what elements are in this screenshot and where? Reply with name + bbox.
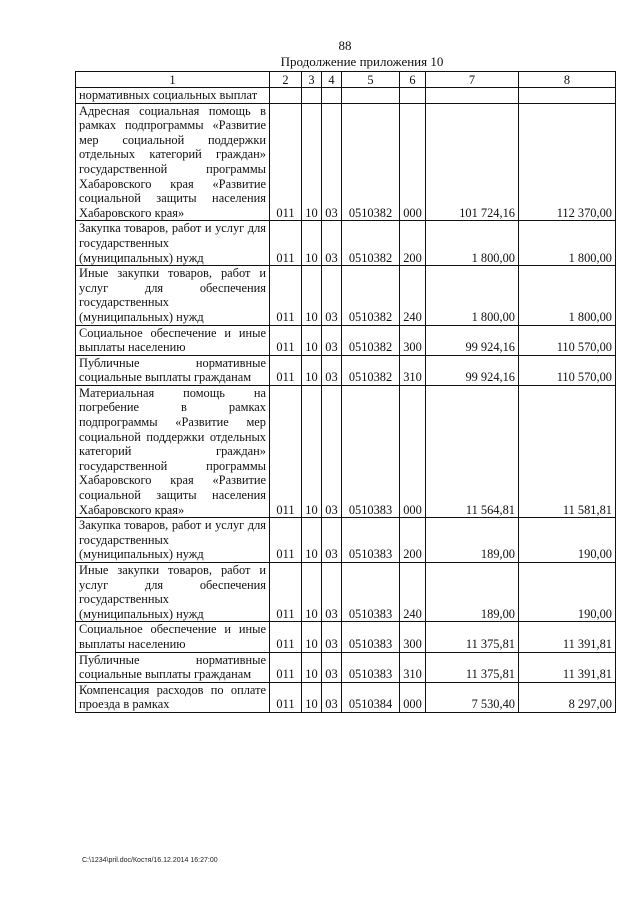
table-row (76, 518, 616, 563)
expense-type-code: 310 (400, 652, 426, 682)
table-row (76, 266, 616, 325)
expense-type-code: 310 (400, 355, 426, 385)
row-description: нормативных социальных выплат (76, 88, 270, 104)
row-description: Иные закупки товаров, работ и услуг для обеспечения государственных (муниципальных) нужд (76, 266, 270, 325)
subsection-code: 03 (322, 385, 342, 517)
target-article-code: 0510383 (342, 518, 400, 563)
table-body (76, 88, 616, 713)
column-header: 7 (426, 72, 519, 88)
amount-year-2: 11 391,81 (519, 652, 616, 682)
row-description: Адресная социальная помощь в рамках подпрограммы «Развитие мер социальной поддержки отдельных категорий граждан» государственной программы Хабаровского края «Развитие социальной защиты населения Хабаровского края» (76, 103, 270, 221)
target-article-code: 0510382 (342, 103, 400, 221)
amount-year-1: 11 375,81 (426, 652, 519, 682)
amount-year-2: 190,00 (519, 518, 616, 563)
target-article-code: 0510383 (342, 385, 400, 517)
table-row (76, 325, 616, 355)
subsection-code: 03 (322, 266, 342, 325)
amount-year-2: 110 570,00 (519, 355, 616, 385)
expense-type-code: 200 (400, 518, 426, 563)
section-code: 10 (302, 221, 322, 266)
section-code: 10 (302, 355, 322, 385)
section-code: 10 (302, 385, 322, 517)
amount-year-1: 11 375,81 (426, 622, 519, 652)
continuation-caption: Продолжение приложения 10 (280, 54, 444, 69)
column-header: 1 (76, 72, 270, 88)
column-header: 2 (270, 72, 302, 88)
target-article-code: 0510382 (342, 266, 400, 325)
expense-type-code: 300 (400, 325, 426, 355)
subsection-code: 03 (322, 652, 342, 682)
column-header: 6 (400, 72, 426, 88)
table-row (76, 221, 616, 266)
amount-year-2: 8 297,00 (519, 682, 616, 712)
expense-type-code: 000 (400, 682, 426, 712)
target-article-code: 0510384 (342, 682, 400, 712)
table-row (76, 355, 616, 385)
ministry-code: 011 (270, 355, 302, 385)
table-header-row (76, 72, 616, 88)
section-code: 10 (302, 563, 322, 622)
ministry-code: 011 (270, 652, 302, 682)
ministry-code: 011 (270, 266, 302, 325)
amount-year-2: 110 570,00 (519, 325, 616, 355)
amount-year-1: 1 800,00 (426, 266, 519, 325)
amount-year-2 (519, 88, 616, 104)
amount-year-1: 99 924,16 (426, 355, 519, 385)
ministry-code: 011 (270, 563, 302, 622)
section-code (302, 88, 322, 104)
row-description: Закупка товаров, работ и услуг для государственных (муниципальных) нужд (76, 221, 270, 266)
row-description: Материальная помощь на погребение в рамках подпрограммы «Развитие мер социальной поддержки отдельных категорий граждан» государственной программы Хабаровского края «Развитие социальной защиты населения Хабаровского края» (76, 385, 270, 517)
table-row (76, 103, 616, 221)
row-description: Иные закупки товаров, работ и услуг для обеспечения государственных (муниципальных) нужд (76, 563, 270, 622)
expense-type-code: 300 (400, 622, 426, 652)
amount-year-1: 1 800,00 (426, 221, 519, 266)
ministry-code (270, 88, 302, 104)
target-article-code: 0510382 (342, 221, 400, 266)
ministry-code: 011 (270, 325, 302, 355)
table-row (76, 563, 616, 622)
column-header: 3 (302, 72, 322, 88)
ministry-code: 011 (270, 682, 302, 712)
table-row (76, 88, 616, 104)
subsection-code: 03 (322, 355, 342, 385)
target-article-code (342, 88, 400, 104)
amount-year-2: 1 800,00 (519, 221, 616, 266)
ministry-code: 011 (270, 221, 302, 266)
subsection-code: 03 (322, 325, 342, 355)
file-path-footer: C:\1234\pril.doc/Костя/16.12.2014 16:27:00 (82, 857, 218, 864)
subsection-code: 03 (322, 563, 342, 622)
table-row (76, 652, 616, 682)
amount-year-1 (426, 88, 519, 104)
table-row (76, 385, 616, 517)
column-header: 4 (322, 72, 342, 88)
ministry-code: 011 (270, 518, 302, 563)
section-code: 10 (302, 622, 322, 652)
section-code: 10 (302, 103, 322, 221)
table-row (76, 622, 616, 652)
section-code: 10 (302, 682, 322, 712)
ministry-code: 011 (270, 385, 302, 517)
amount-year-2: 1 800,00 (519, 266, 616, 325)
section-code: 10 (302, 652, 322, 682)
expense-type-code: 000 (400, 103, 426, 221)
amount-year-1: 11 564,81 (426, 385, 519, 517)
column-header: 8 (519, 72, 616, 88)
column-header: 5 (342, 72, 400, 88)
subsection-code: 03 (322, 518, 342, 563)
amount-year-1: 7 530,40 (426, 682, 519, 712)
subsection-code (322, 88, 342, 104)
row-description: Публичные нормативные социальные выплаты гражданам (76, 652, 270, 682)
amount-year-2: 11 391,81 (519, 622, 616, 652)
subsection-code: 03 (322, 682, 342, 712)
subsection-code: 03 (322, 221, 342, 266)
expense-type-code: 240 (400, 266, 426, 325)
target-article-code: 0510383 (342, 563, 400, 622)
amount-year-2: 11 581,81 (519, 385, 616, 517)
expense-type-code: 200 (400, 221, 426, 266)
subsection-code: 03 (322, 103, 342, 221)
amount-year-1: 189,00 (426, 518, 519, 563)
expense-type-code (400, 88, 426, 104)
expense-type-code: 240 (400, 563, 426, 622)
row-description: Социальное обеспечение и иные выплаты населению (76, 325, 270, 355)
subsection-code: 03 (322, 622, 342, 652)
expense-type-code: 000 (400, 385, 426, 517)
ministry-code: 011 (270, 103, 302, 221)
section-code: 10 (302, 518, 322, 563)
target-article-code: 0510382 (342, 325, 400, 355)
budget-table (75, 71, 616, 713)
target-article-code: 0510383 (342, 652, 400, 682)
page-number: 88 (338, 38, 352, 53)
row-description: Закупка товаров, работ и услуг для государственных (муниципальных) нужд (76, 518, 270, 563)
section-code: 10 (302, 266, 322, 325)
ministry-code: 011 (270, 622, 302, 652)
amount-year-2: 190,00 (519, 563, 616, 622)
target-article-code: 0510383 (342, 622, 400, 652)
table-row (76, 682, 616, 712)
amount-year-1: 189,00 (426, 563, 519, 622)
section-code: 10 (302, 325, 322, 355)
amount-year-1: 99 924,16 (426, 325, 519, 355)
row-description: Компенсация расходов по оплате проезда в рамках (76, 682, 270, 712)
row-description: Публичные нормативные социальные выплаты гражданам (76, 355, 270, 385)
amount-year-2: 112 370,00 (519, 103, 616, 221)
target-article-code: 0510382 (342, 355, 400, 385)
row-description: Социальное обеспечение и иные выплаты населению (76, 622, 270, 652)
amount-year-1: 101 724,16 (426, 103, 519, 221)
